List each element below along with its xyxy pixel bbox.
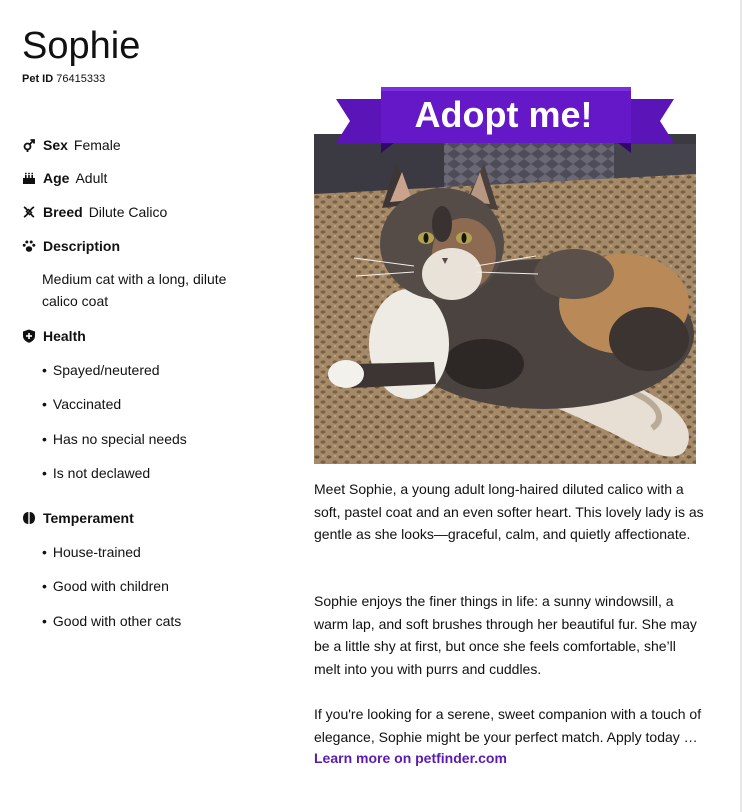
breed-label: Breed [43, 204, 83, 220]
health-item: • Vaccinated [42, 396, 121, 412]
story-paragraph: If you're looking for a serene, sweet companion with a touch of elegance, Sophie might be your perfect match. Apply today … [314, 706, 702, 745]
temperament-item: • Good with children [42, 578, 169, 594]
age-label: Age [43, 170, 70, 186]
description-label: Description [43, 238, 121, 254]
cake-icon [22, 171, 36, 185]
age-value: Adult [75, 170, 108, 186]
temperament-item: • Good with other cats [42, 613, 181, 629]
attr-breed [22, 204, 167, 220]
temperament-label: Temperament [43, 510, 134, 526]
cat-illustration [314, 134, 696, 464]
attr-age [22, 170, 107, 186]
paw-icon [22, 239, 36, 253]
story-paragraph: Sophie enjoys the finer things in life: a sunny windowsill, a warm lap, and soft brushes through her beautiful fur. She may be a little shy at first, but once she feels comfortable, she’ll melt into you with purrs and cuddles. [314, 593, 697, 677]
attr-description [22, 238, 126, 254]
description-text: Medium cat with a long, dilute calico coat [42, 271, 227, 309]
pet-id-label: Pet ID [22, 73, 54, 85]
pet-name: Sophie [22, 25, 141, 67]
gender-icon [22, 138, 36, 152]
pet-id-value: 76415333 [56, 73, 106, 85]
banner-right-tail [626, 99, 674, 143]
sex-value: Female [73, 137, 121, 153]
brain-icon [22, 511, 36, 525]
pet-id [22, 73, 105, 85]
shield-icon [22, 329, 36, 343]
temperament-item: • House-trained [42, 544, 141, 560]
sex-label: Sex [43, 137, 68, 153]
health-item: • Spayed/neutered [42, 362, 160, 378]
health-item: • Has no special needs [42, 431, 187, 447]
learn-more-link[interactable]: Learn more on petfinder.com [314, 750, 507, 766]
story-paragraph: Meet Sophie, a young adult long-haired diluted calico with a soft, pastel coat and an even softer heart. This lovely lady is as gentle as she looks—graceful, calm, and quietly affectionate. [314, 481, 704, 542]
banner-left-tail [336, 99, 386, 143]
attr-sex [22, 137, 121, 153]
health-label: Health [43, 328, 86, 344]
breed-value: Dilute Calico [88, 204, 168, 220]
attr-temperament [22, 510, 140, 526]
banner-text: Adopt me! [414, 94, 593, 135]
dna-icon [22, 205, 36, 219]
health-item: • Is not declawed [42, 465, 150, 481]
attr-health [22, 328, 92, 344]
pet-photo [314, 134, 696, 464]
